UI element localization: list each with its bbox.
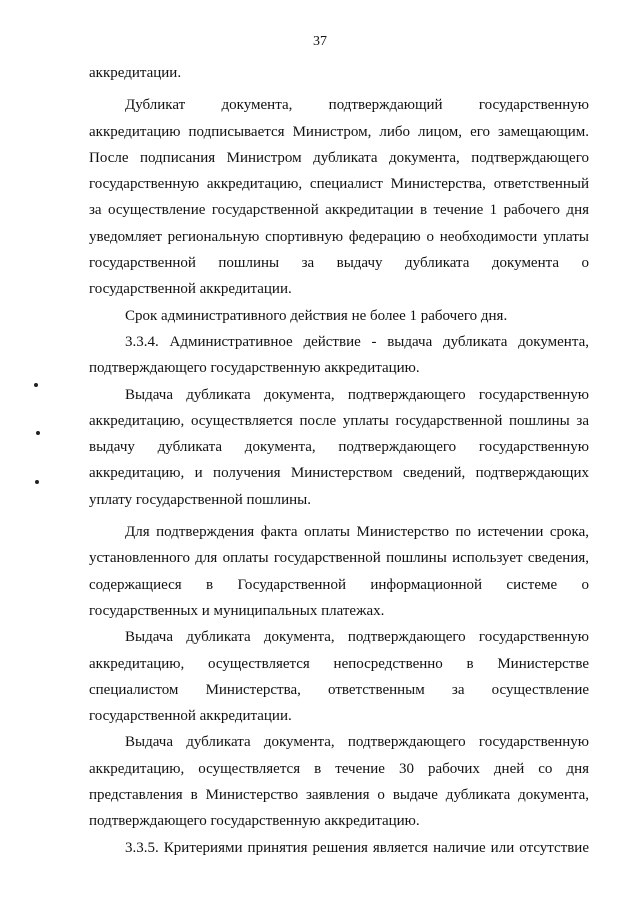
text-line: государственной пошлины за выдачу дубликата документа о: [89, 255, 589, 272]
margin-dot: [35, 480, 39, 484]
text-line: Выдача дубликата документа, подтверждающего государственную: [125, 629, 589, 646]
text-line: государственных и муниципальных платежах.: [89, 602, 385, 619]
text-line: установленного для оплаты государственной пошлины использует сведения,: [89, 550, 589, 567]
text-line: государственной аккредитации.: [89, 281, 292, 298]
text-line: за осуществление государственной аккредитации в течение 1 рабочего дня: [89, 202, 589, 219]
text-line: аккредитацию подписывается Министром, либо лицом, его замещающим.: [89, 123, 589, 140]
section-heading-3-3-4: 3.3.4. Административное действие - выдача дубликата документа,: [125, 333, 589, 350]
text-line: содержащиеся в Государственной информационной системе о: [89, 576, 589, 593]
text-line: аккредитацию, осуществляется непосредственно в Министерстве: [89, 655, 589, 672]
section-heading-3-3-5: 3.3.5. Критериями принятия решения является наличие или отсутствие: [125, 839, 589, 856]
text-line: аккредитации.: [89, 65, 182, 81]
page-number: 37: [313, 34, 327, 49]
text-line: Выдача дубликата документа, подтверждающего государственную: [125, 734, 589, 751]
text-line: выдачу дубликата документа, подтверждающего государственную: [89, 439, 589, 456]
text-line: государственную аккредитацию, специалист Министерства, ответственный: [89, 176, 589, 193]
text-line: Выдача дубликата документа, подтверждающего государственную: [125, 386, 589, 403]
margin-dot: [36, 431, 40, 435]
margin-dot: [34, 383, 38, 387]
text-line: Дубликат документа, подтверждающий государственную: [125, 97, 589, 114]
text-line: аккредитацию, осуществляется после уплаты государственной пошлины за: [89, 412, 589, 429]
text-line: уплату государственной пошлины.: [89, 491, 311, 508]
text-line: После подписания Министром дубликата документа, подтверждающего: [89, 149, 589, 166]
text-line: представления в Министерство заявления о выдаче дубликата документа,: [89, 787, 589, 804]
document-body: [89, 60, 589, 861]
text-line: Для подтверждения факта оплаты Министерство по истечении срока,: [125, 524, 589, 541]
text-line: Срок административного действия не более 1 рабочего дня.: [125, 307, 508, 324]
text-line: аккредитацию, осуществляется в течение 30 рабочих дней со дня: [89, 760, 589, 777]
text-line: государственной аккредитации.: [89, 708, 292, 725]
text-line: подтверждающего государственную аккредитацию.: [89, 813, 420, 830]
text-line: аккредитацию, и получения Министерством сведений, подтверждающих: [89, 465, 589, 482]
text-line: специалистом Министерства, ответственным за осуществление: [89, 681, 589, 698]
text-line: уведомляет региональную спортивную федерацию о необходимости уплаты: [89, 228, 589, 245]
text-line: подтверждающего государственную аккредитацию.: [89, 360, 420, 377]
